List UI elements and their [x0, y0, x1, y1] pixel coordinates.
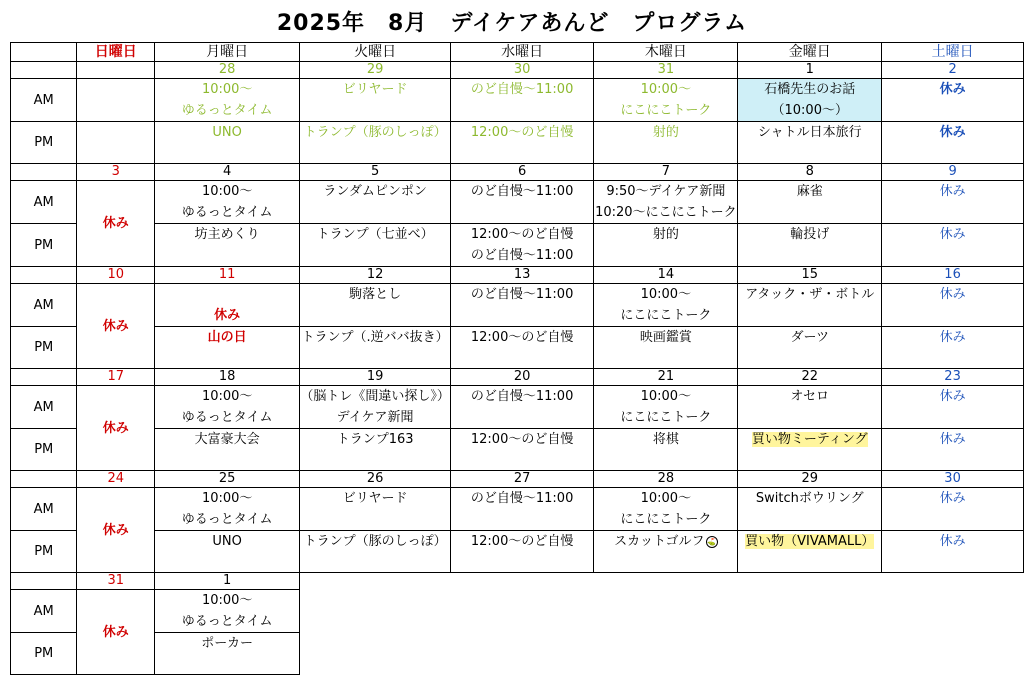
pm-label: PM	[11, 633, 77, 675]
am-label: AM	[11, 181, 77, 224]
pm-label: PM	[11, 429, 77, 471]
sunday-closed-cell: 休み	[77, 590, 155, 675]
sunday-cell	[77, 122, 155, 164]
program-cell: 大富豪大会	[155, 429, 300, 471]
program-cell: 石橋先生のお話 （10:00～）	[738, 79, 882, 122]
pm-row	[11, 531, 1024, 573]
saturday-cell: 休み	[882, 181, 1024, 224]
date-cell: 9	[882, 164, 1024, 181]
program-cell: UNO	[155, 531, 300, 573]
saturday-cell: 休み	[882, 429, 1024, 471]
pm-row	[11, 224, 1024, 267]
program-cell: トランプ163	[300, 429, 451, 471]
date-cell: 20	[450, 369, 594, 386]
header-thursday: 木曜日	[594, 43, 738, 62]
date-cell: 14	[594, 267, 738, 284]
date-cell: 2	[882, 62, 1024, 79]
pm-label: PM	[11, 122, 77, 164]
program-cell: 10:00～ ゆるっとタイム	[155, 488, 300, 531]
date-cell: 1	[155, 573, 300, 590]
date-cell: 11	[155, 267, 300, 284]
am-label: AM	[11, 590, 77, 633]
header-sunday: 日曜日	[77, 43, 155, 62]
program-cell: ビリヤード	[300, 79, 451, 122]
program-cell: 将棋	[594, 429, 738, 471]
header-blank	[11, 43, 77, 62]
saturday-cell: 休み	[882, 531, 1024, 573]
program-cell: トランプ（豚のしっぽ）	[300, 122, 451, 164]
date-cell: 15	[738, 267, 882, 284]
date-cell: 6	[450, 164, 594, 181]
program-cell	[738, 429, 882, 471]
program-cell: ダーツ	[738, 327, 882, 369]
date-cell: 4	[155, 164, 300, 181]
date-cell: 10	[77, 267, 155, 284]
sunday-cell	[77, 79, 155, 122]
saturday-cell: 休み	[882, 79, 1024, 122]
date-row	[11, 369, 1024, 386]
am-label: AM	[11, 284, 77, 327]
weekday-header-row	[11, 43, 1024, 62]
date-cell: 3	[77, 164, 155, 181]
date-cell: 25	[155, 471, 300, 488]
pm-row	[11, 327, 1024, 369]
date-cell: 1	[738, 62, 882, 79]
program-cell: トランプ（.逆ババ抜き）	[300, 327, 451, 369]
program-cell: 駒落とし	[300, 284, 451, 327]
header-friday: 金曜日	[738, 43, 882, 62]
date-cell: 19	[300, 369, 451, 386]
program-cell: 10:00～ にこにこトーク	[594, 386, 738, 429]
pm-row	[11, 122, 1024, 164]
program-cell: 9:50～デイケア新聞 10:20～にこにこトーク	[594, 181, 738, 224]
program-cell: （脳トレ《間違い探し》） デイケア新聞	[300, 386, 451, 429]
date-cell: 28	[594, 471, 738, 488]
pm-label: PM	[11, 224, 77, 267]
sunday-closed-cell: 休み	[77, 386, 155, 471]
program-cell: トランプ（七並べ）	[300, 224, 451, 267]
date-row	[11, 267, 1024, 284]
program-cell: オセロ	[738, 386, 882, 429]
date-row	[11, 164, 1024, 181]
date-cell	[77, 62, 155, 79]
date-cell: 29	[738, 471, 882, 488]
date-cell: 21	[594, 369, 738, 386]
holiday-cell: 山の日	[155, 327, 300, 369]
date-cell: 30	[450, 62, 594, 79]
program-cell: アタック・ザ・ボトル	[738, 284, 882, 327]
program-cell: 12:00～のど自慢	[450, 327, 594, 369]
program-cell: 坊主めくり	[155, 224, 300, 267]
empty-area	[300, 573, 1024, 675]
program-cell: 映画鑑賞	[594, 327, 738, 369]
program-cell: 10:00～ にこにこトーク	[594, 79, 738, 122]
pm-row	[11, 429, 1024, 471]
program-cell: 12:00～のど自慢	[450, 429, 594, 471]
program-cell: 12:00～のど自慢	[450, 122, 594, 164]
program-cell: 10:00～ ゆるっとタイム	[155, 590, 300, 633]
program-cell: UNO	[155, 122, 300, 164]
program-cell: ランダムピンポン	[300, 181, 451, 224]
header-tuesday: 火曜日	[300, 43, 451, 62]
header-saturday: 土曜日	[882, 43, 1024, 62]
saturday-cell: 休み	[882, 122, 1024, 164]
header-monday: 月曜日	[155, 43, 300, 62]
saturday-cell: 休み	[882, 284, 1024, 327]
sunday-closed-cell: 休み	[77, 284, 155, 369]
program-cell: 射的	[594, 122, 738, 164]
program-cell: のど自慢～11:00	[450, 386, 594, 429]
am-row	[11, 386, 1024, 429]
program-cell: Switchボウリング	[738, 488, 882, 531]
date-cell: 5	[300, 164, 451, 181]
program-calendar	[10, 42, 1024, 675]
date-cell: 18	[155, 369, 300, 386]
date-cell: 12	[300, 267, 451, 284]
program-cell: シャトル日本旅行	[738, 122, 882, 164]
saturday-cell: 休み	[882, 488, 1024, 531]
program-cell: 12:00～のど自慢 のど自慢～11:00	[450, 224, 594, 267]
am-label: AM	[11, 488, 77, 531]
sunday-closed-cell: 休み	[77, 181, 155, 267]
program-cell: 10:00～ ゆるっとタイム	[155, 79, 300, 122]
date-cell: 23	[882, 369, 1024, 386]
program-cell: 10:00～ にこにこトーク	[594, 284, 738, 327]
program-cell: トランプ（豚のしっぽ）	[300, 531, 451, 573]
highlighted-program: 買い物ミーティング	[751, 432, 868, 447]
date-cell: 13	[450, 267, 594, 284]
program-cell: のど自慢～11:00	[450, 284, 594, 327]
date-row	[11, 573, 1024, 590]
saturday-cell: 休み	[882, 386, 1024, 429]
highlighted-program: 買い物（VIVAMALL）	[745, 534, 875, 549]
date-cell: 27	[450, 471, 594, 488]
date-cell: 29	[300, 62, 451, 79]
pm-label: PM	[11, 327, 77, 369]
date-cell: 30	[882, 471, 1024, 488]
date-cell: 17	[77, 369, 155, 386]
date-cell: 16	[882, 267, 1024, 284]
am-label: AM	[11, 79, 77, 122]
program-cell: 輪投げ	[738, 224, 882, 267]
am-row	[11, 488, 1024, 531]
date-row	[11, 62, 1024, 79]
program-cell: 10:00～ ゆるっとタイム	[155, 386, 300, 429]
date-cell: 22	[738, 369, 882, 386]
program-cell: 10:00～ ゆるっとタイム	[155, 181, 300, 224]
program-cell: のど自慢～11:00	[450, 79, 594, 122]
program-cell: 12:00～のど自慢	[450, 531, 594, 573]
holiday-cell: 休み	[155, 284, 300, 327]
program-cell: 10:00～ にこにこトーク	[594, 488, 738, 531]
program-cell: 麻雀	[738, 181, 882, 224]
date-cell: 8	[738, 164, 882, 181]
program-cell: ポーカー	[155, 633, 300, 675]
header-wednesday: 水曜日	[450, 43, 594, 62]
am-row	[11, 181, 1024, 224]
date-cell: 7	[594, 164, 738, 181]
date-cell: 26	[300, 471, 451, 488]
program-cell	[738, 531, 882, 573]
program-cell: のど自慢～11:00	[450, 488, 594, 531]
am-row	[11, 79, 1024, 122]
am-label: AM	[11, 386, 77, 429]
pm-label: PM	[11, 531, 77, 573]
program-cell: スカットゴルフ ⛳	[594, 531, 738, 573]
saturday-cell: 休み	[882, 224, 1024, 267]
date-cell: 31	[594, 62, 738, 79]
am-row	[11, 284, 1024, 327]
sunday-closed-cell: 休み	[77, 488, 155, 573]
page-title: 2025年 8月 デイケアあんど プログラム	[276, 11, 748, 36]
date-cell: 24	[77, 471, 155, 488]
date-cell: 28	[155, 62, 300, 79]
program-cell: のど自慢～11:00	[450, 181, 594, 224]
saturday-cell: 休み	[882, 327, 1024, 369]
golf-icon: ⛳	[707, 537, 716, 546]
program-cell: ビリヤード	[300, 488, 451, 531]
date-row	[11, 471, 1024, 488]
program-cell: 射的	[594, 224, 738, 267]
date-cell: 31	[77, 573, 155, 590]
